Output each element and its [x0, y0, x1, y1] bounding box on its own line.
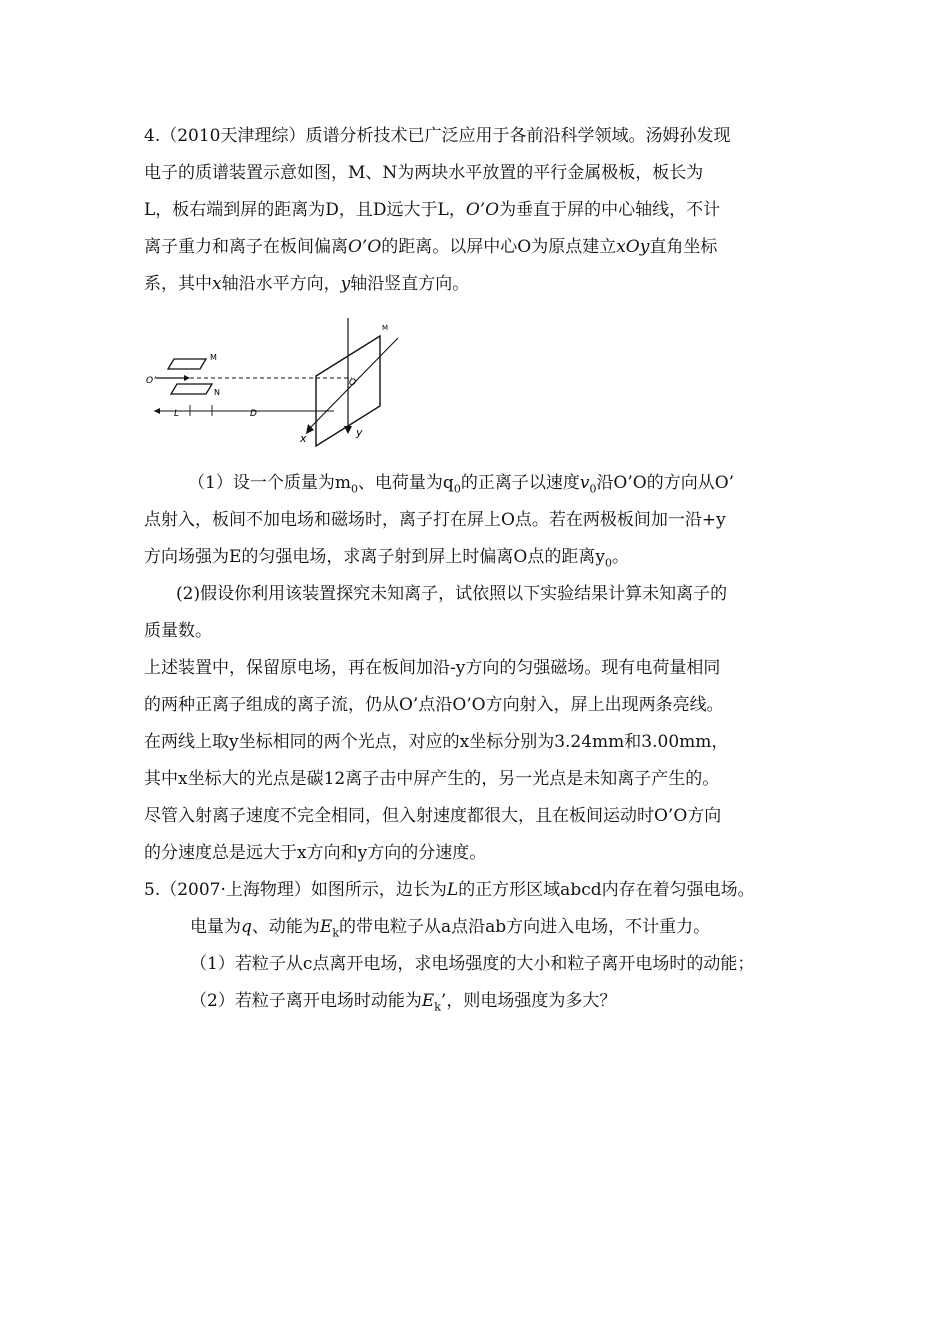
p4-line-4: 离子重力和离子在板间偏离O’O的距离。以屏中心O为原点建立xOy直角坐标: [144, 237, 718, 257]
label-axis-x: x: [300, 432, 307, 445]
p4-line-3: L，板右端到屏的距离为D，且D远大于L，O’O为垂直于屏的中心轴线，不计: [144, 200, 721, 220]
label-axis-y: y: [356, 426, 363, 439]
p4-part1-line-3: 方向场强为E的匀强电场，求离子射到屏上时偏离O点的距离$y_0$。: [144, 547, 629, 570]
p4-part1-line-2: 点射入，板间不加电场和磁场时，离子打在屏上O点。若在两极板间加一沿+y: [144, 510, 726, 530]
p4-line-5: 系，其中x轴沿水平方向，y轴沿竖直方向。: [144, 274, 470, 294]
label-plate-m: M: [210, 353, 217, 362]
p4-part2-line-2: 质量数。: [144, 621, 212, 641]
label-screen-m: M: [382, 324, 389, 332]
mass-spectrometer-diagram: [144, 318, 406, 456]
label-center-o: O: [349, 378, 357, 388]
label-length-l: L: [174, 409, 180, 419]
label-distance-d: D: [250, 409, 257, 419]
p4-line-1: 4.（2010天津理综）质谱分析技术已广泛应用于各前沿科学领域。汤姆孙发现: [144, 126, 731, 146]
p5-line-2: 电量为q、动能为$E_k$的带电粒子从a点沿ab方向进入电场，不计重力。: [190, 917, 711, 940]
p4-part2-line-7: 尽管入射离子速度不完全相同，但入射速度都很大，且在板间运动时O’O方向: [144, 806, 722, 826]
label-o-prime: O’: [146, 376, 156, 386]
p4-part2-line-1: (2)假设你利用该装置探究未知离子，试依照以下实验结果计算未知离子的: [176, 584, 728, 604]
p5-question-2: （2）若粒子离开电场时动能为$E_k$’，则电场强度为多大？: [190, 991, 617, 1014]
p4-line-2: 电子的质谱装置示意如图，M、N为两块水平放置的平行金属极板，板长为: [144, 163, 704, 183]
p4-part1-line-1: （1）设一个质量为$m_0$、电荷量为$q_0$的正离子以速度$v_0$沿O’O的方向从O’: [188, 473, 735, 496]
p4-part2-line-4: 的两种正离子组成的离子流，仍从O’点沿O’O方向射入，屏上出现两条亮线。: [144, 695, 724, 715]
p4-part2-line-6: 其中x坐标大的光点是碳12离子击中屏产生的，另一光点是未知离子产生的。: [144, 769, 720, 789]
p4-part2-line-5: 在两线上取y坐标相同的两个光点，对应的x坐标分别为3.24mm和3.00mm，: [144, 732, 729, 752]
p4-part2-line-8: 的分速度总是远大于x方向和y方向的分速度。: [144, 843, 487, 863]
label-plate-n: N: [214, 388, 220, 397]
p4-part2-line-3: 上述装置中，保留原电场，再在板间加沿-y方向的匀强磁场。现有电荷量相同: [144, 658, 721, 678]
p5-question-1: （1）若粒子从c点离开电场，求电场强度的大小和粒子离开电场时的动能；: [190, 954, 755, 974]
p5-line-1: 5.（2007·上海物理）如图所示，边长为L的正方形区域abcd内存在着匀强电场。: [144, 880, 755, 900]
